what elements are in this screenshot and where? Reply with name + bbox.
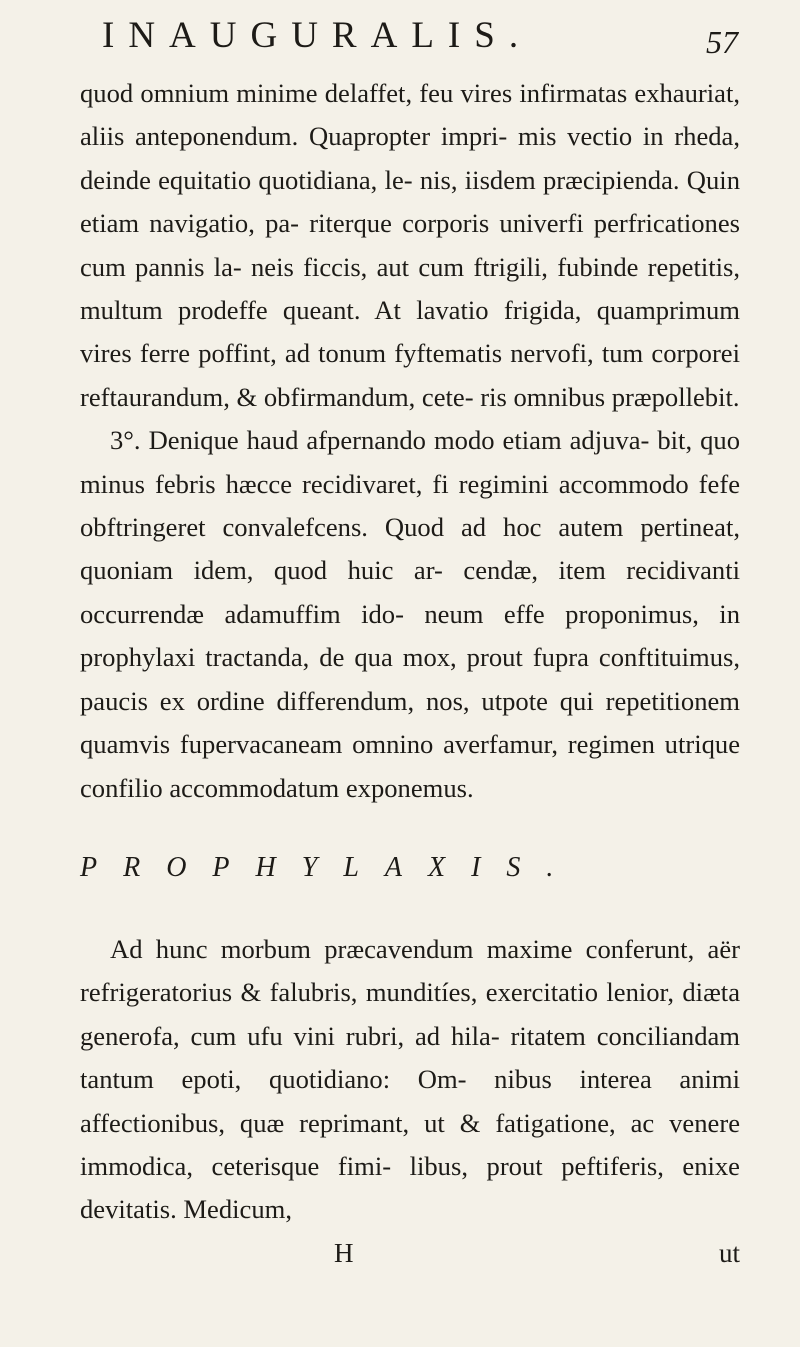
paragraph-3: Ad hunc morbum præcavendum maxime conferunt, aër refrigeratorius & falubris, munditíes, exercitatio lenior, diæta generofa, cum ufu vini rubri, ad hila- ritatem conciliandam tantum epoti, quotidiano: Om- nibus interea animi affectionibus, quæ reprimant, ut & fatigatione, ac venere immodica, ceterisque fimi- libus, prout peftiferis, enixe devitatis. Medicum, xyxy=(80,933,740,1225)
paragraph-2: 3°. Denique haud afpernando modo etiam adjuva- bit, quo minus febris hæcce recidivaret, fi regimini accommodo fefe obftringeret convalefcens. Quod ad hoc autem pertineat, quoniam idem, quod huic ar- cendæ, item recidivanti occurrendæ adamuffim ido- neum effe proponimus, in prophylaxi tractanda, de qua mox, prout fupra conftituimus, paucis ex ordine differendum, nos, utpote qui repetitionem quamvis fupervacaneam omnino averfamur, regimen utrique confilio accommodatum exponemus. xyxy=(80,425,740,803)
catchword: ut xyxy=(718,1237,740,1268)
paragraph-1: quod omnium minime delaffet, feu vires infirmatas exhauriat, aliis anteponendum. Quapropter impri- mis vectio in rheda, deinde equitatio quotidiana, le- nis, iisdem præcipienda. Quin etiam navigatio, pa- riterque corporis univerfi perfricationes cum pannis la- neis ficcis, aut cum ftrigili, fubinde repetitis, multum prodeffe queant. At lavatio frigida, quamprimum vires ferre poffint, ad tonum fyftematis nervofi, tum corporei reftaurandum, & obfirmandum, cete- ris omnibus præpollebit. xyxy=(80,78,740,412)
text-block xyxy=(80,72,740,1275)
page-number: 57 xyxy=(706,24,738,60)
running-title: INAUGURALIS. xyxy=(102,15,533,56)
running-head xyxy=(102,12,738,68)
signature-mark: H xyxy=(334,1237,354,1268)
footer-line xyxy=(80,1232,740,1275)
section-heading: PROPHYLAXIS. xyxy=(80,851,580,883)
